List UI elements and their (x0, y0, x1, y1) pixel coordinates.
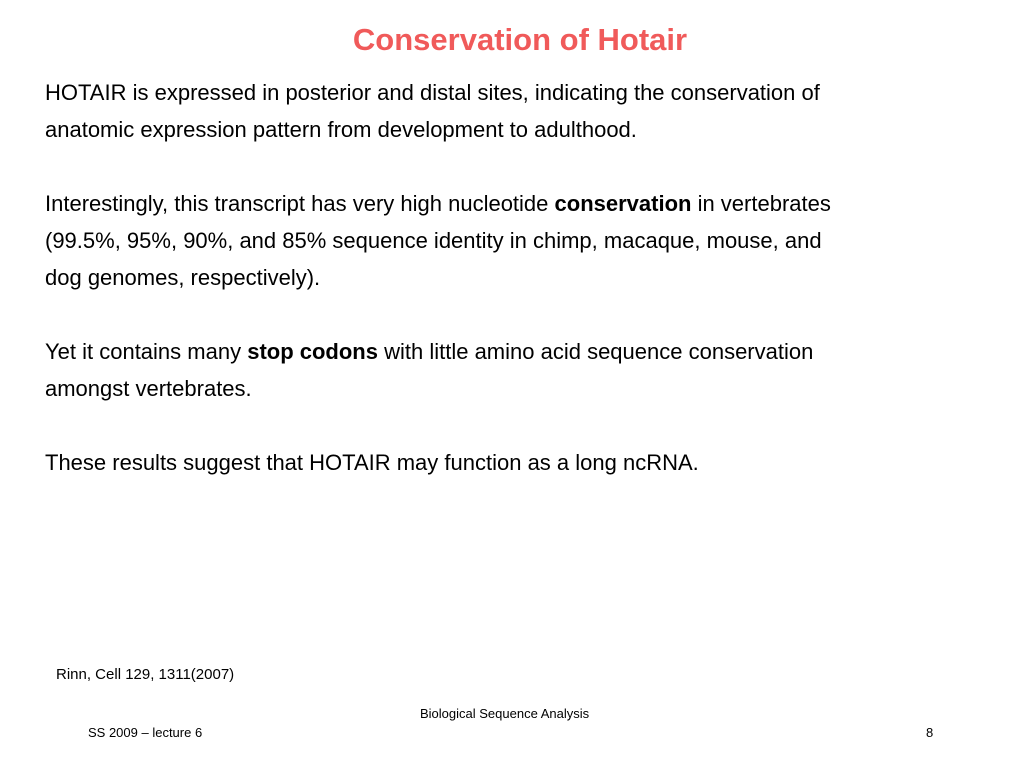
paragraph-conclusion (45, 444, 985, 481)
emphasis-conservation: conservation (554, 191, 692, 216)
footer-page-number: 8 (926, 725, 934, 740)
slide-title: Conservation of Hotair (352, 22, 688, 57)
footer-lecture: SS 2009 – lecture 6 (88, 725, 203, 740)
paragraph-stop-codons (45, 333, 985, 407)
paragraph-nucleotide-conservation (45, 185, 985, 296)
body-text: Yet it contains many (45, 339, 248, 364)
slide-body (45, 74, 985, 518)
footer-course-title: Biological Sequence Analysis (420, 706, 590, 721)
body-text: Interestingly, this transcript has very high nucleotide (45, 191, 555, 216)
body-line: anatomic expression pattern from development to adulthood. (45, 117, 637, 142)
body-line: HOTAIR is expressed in posterior and distal sites, indicating the conservation of (45, 80, 820, 105)
emphasis-stop-codons: stop codons (247, 339, 378, 364)
body-line: dog genomes, respectively). (45, 265, 321, 290)
body-line: (99.5%, 95%, 90%, and 85% sequence identity in chimp, macaque, mouse, and (45, 228, 822, 253)
body-text: with little amino acid sequence conservation (377, 339, 814, 364)
paragraph-expression-pattern (45, 74, 985, 148)
body-text: in vertebrates (691, 191, 831, 216)
body-line: These results suggest that HOTAIR may function as a long ncRNA. (45, 450, 699, 475)
body-line (45, 185, 985, 222)
body-line: amongst vertebrates. (45, 376, 252, 401)
citation: Rinn, Cell 129, 1311(2007) (56, 666, 235, 683)
body-line (45, 333, 985, 370)
